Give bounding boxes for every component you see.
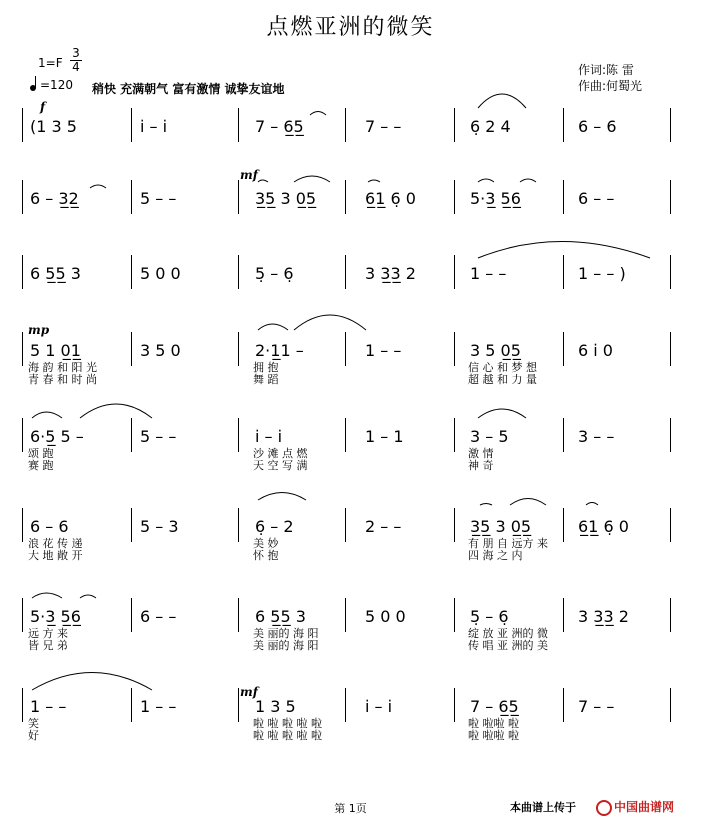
expression-text: 稍快 充满朝气 富有激情 诚挚友谊地 (92, 82, 285, 96)
dynamic-mezzo-forte: mf (240, 168, 258, 182)
lyric-line: 啦 啦啦 啦 (468, 729, 519, 742)
lyric-line: 有 朋 自 远方 来 (468, 537, 548, 550)
lyric-line: 美 丽的 海 阳 (253, 627, 319, 640)
measure: 6̲1̲ 6̣ 0 (578, 517, 629, 536)
measure: (1 3 5 (30, 117, 77, 136)
slur (520, 179, 536, 182)
lyric-line: 信 心 和 梦 想 (468, 361, 537, 374)
measure: 7 – 6̲5̲ (255, 117, 304, 136)
measure: 6 – 6 (30, 517, 69, 536)
slur (480, 504, 492, 506)
measure: 1 – – ) (578, 264, 626, 283)
measure: 7 – 6̲5̲ (470, 697, 519, 716)
slur (80, 404, 152, 418)
measure: 5 1 0̲1̲ (30, 341, 81, 360)
measure: 6 5̲5̲ 3 (255, 607, 306, 626)
measure: 6 i̇ 0 (578, 341, 613, 360)
measure: 6̲1̲ 6̣ 0 (365, 189, 416, 208)
measure: 5·3̲ 5̲6̲ (30, 607, 81, 626)
lyric-line: 啦 啦 啦 啦 啦 (253, 717, 322, 730)
lyric-line: 美 丽的 海 阳 (253, 639, 319, 652)
measure: 2 – – (365, 517, 402, 536)
time-signature-top: 3 (72, 46, 80, 60)
measure: 5̣ – 6̣ (470, 607, 509, 626)
lyric-line: 浪 花 传 递 (28, 537, 83, 550)
slur (478, 242, 650, 259)
lyric-line: 拥 抱 (253, 361, 279, 374)
lyric-line: 大 地 敞 开 (28, 549, 83, 562)
lyric-line: 沙 滩 点 燃 (253, 447, 308, 460)
source-text: 本曲谱上传于 (510, 801, 576, 814)
slur (294, 176, 330, 182)
logo-text: 中国曲谱网 (614, 800, 675, 814)
measure: i̇ – i̇ (140, 117, 168, 136)
measure: 1 3 5 (255, 697, 296, 716)
measure: 1 – – (30, 697, 67, 716)
measure: 1 – – (470, 264, 507, 283)
lyric-line: 海 韵 和 阳 光 (28, 361, 97, 374)
dynamic-forte: f (40, 100, 46, 114)
slur (90, 185, 106, 188)
lyric-line: 舞 蹈 (253, 373, 279, 386)
lyric-line: 激 情 (468, 447, 494, 460)
slur (478, 94, 526, 108)
measure: 3 3̲3̲ 2 (578, 607, 629, 626)
lyric-line: 好 (28, 729, 39, 742)
lyric-line: 笑 (28, 717, 39, 730)
dynamic-mezzo-forte-2: mf (240, 685, 258, 699)
lyric-line: 四 海 之 内 (468, 549, 523, 562)
measure: 6̣ – 2 (255, 517, 294, 536)
measure: 1 – – (140, 697, 177, 716)
measure: 3 – – (578, 427, 615, 446)
lyric-line: 传 唱 亚 洲的 美 (468, 639, 548, 652)
measure: 6 – 6 (578, 117, 617, 136)
composer: 作曲:何蜀光 (578, 79, 643, 93)
lyric-line: 青 春 和 时 尚 (28, 373, 97, 386)
lyric-line: 啦 啦 啦 啦 啦 (253, 729, 322, 742)
key-signature: 1=F (38, 56, 63, 70)
page-number: 第 1页 (334, 802, 367, 815)
measure: 6 – – (578, 189, 615, 208)
site-logo (596, 798, 674, 816)
measure: 7 – – (578, 697, 615, 716)
lyric-line: 美 妙 (253, 537, 279, 550)
slur (32, 673, 152, 691)
measure: 3 3̲3̲ 2 (365, 264, 416, 283)
slur (478, 179, 494, 182)
lyric-line: 怀 抱 (253, 549, 279, 562)
slur (258, 493, 306, 501)
measure: i̇ – i̇ (255, 427, 283, 446)
measure: 5 0 0 (365, 607, 406, 626)
measure: 3̲5̲ 3 0̲5̲ (255, 189, 317, 208)
measure: 6 – – (140, 607, 177, 626)
time-signature-bottom: 4 (72, 60, 80, 74)
lyric-line: 赛 跑 (28, 459, 54, 472)
lyric-line: 神 奇 (468, 459, 494, 472)
measure: 6̣ 2 4 (470, 117, 511, 136)
measure: 5̣ – 6̣ (255, 264, 294, 283)
lyric-line: 皆 兄 弟 (28, 639, 68, 652)
measure: 5 0 0 (140, 264, 181, 283)
slur (258, 324, 288, 330)
lyric-line: 颂 跑 (28, 447, 54, 460)
measure: 3 5 0̲5̲ (470, 341, 521, 360)
lyric-line: 天 空 写 满 (253, 459, 308, 472)
slur (478, 409, 526, 418)
measure: 5·3̲ 5̲6̲ (470, 189, 521, 208)
measure: 5 – – (140, 427, 177, 446)
slur (80, 595, 96, 598)
slur (258, 180, 268, 182)
measure: 1 – – (365, 341, 402, 360)
slur (310, 112, 326, 116)
lyric-line: 啦 啦啦 啦 (468, 717, 519, 730)
tempo-value: =120 (40, 78, 73, 92)
measure: 3̲5̲ 3 0̲5̲ (470, 517, 532, 536)
lyric-line: 绽 放 亚 洲的 微 (468, 627, 548, 640)
lyric-line: 超 越 和 力 量 (468, 373, 537, 386)
measure: 6 – 3̲2̲ (30, 189, 79, 208)
lyric-line: 远 方 来 (28, 627, 68, 640)
slur (32, 412, 62, 418)
slur (510, 499, 546, 506)
measure: 5 – – (140, 189, 177, 208)
measure: 5 – 3 (140, 517, 179, 536)
slur (586, 503, 598, 506)
measure: 1 – 1 (365, 427, 404, 446)
lyricist: 作词:陈 雷 (578, 63, 634, 77)
dynamic-mezzo-piano: mp (28, 323, 50, 337)
measure: 7 – – (365, 117, 402, 136)
measure: 6·5̲ 5 – (30, 427, 84, 446)
slur (368, 180, 380, 182)
logo-icon (596, 800, 612, 816)
measure: 2·1̲1 – (255, 341, 304, 360)
slur (32, 593, 62, 598)
song-title: 点燃亚洲的微笑 (266, 15, 435, 40)
measure: 3 5 0 (140, 341, 181, 360)
slur (294, 315, 366, 330)
measure: i̇ – i̇ (365, 697, 393, 716)
measure: 3 – 5 (470, 427, 509, 446)
measure: 6 5̲5̲ 3 (30, 264, 81, 283)
